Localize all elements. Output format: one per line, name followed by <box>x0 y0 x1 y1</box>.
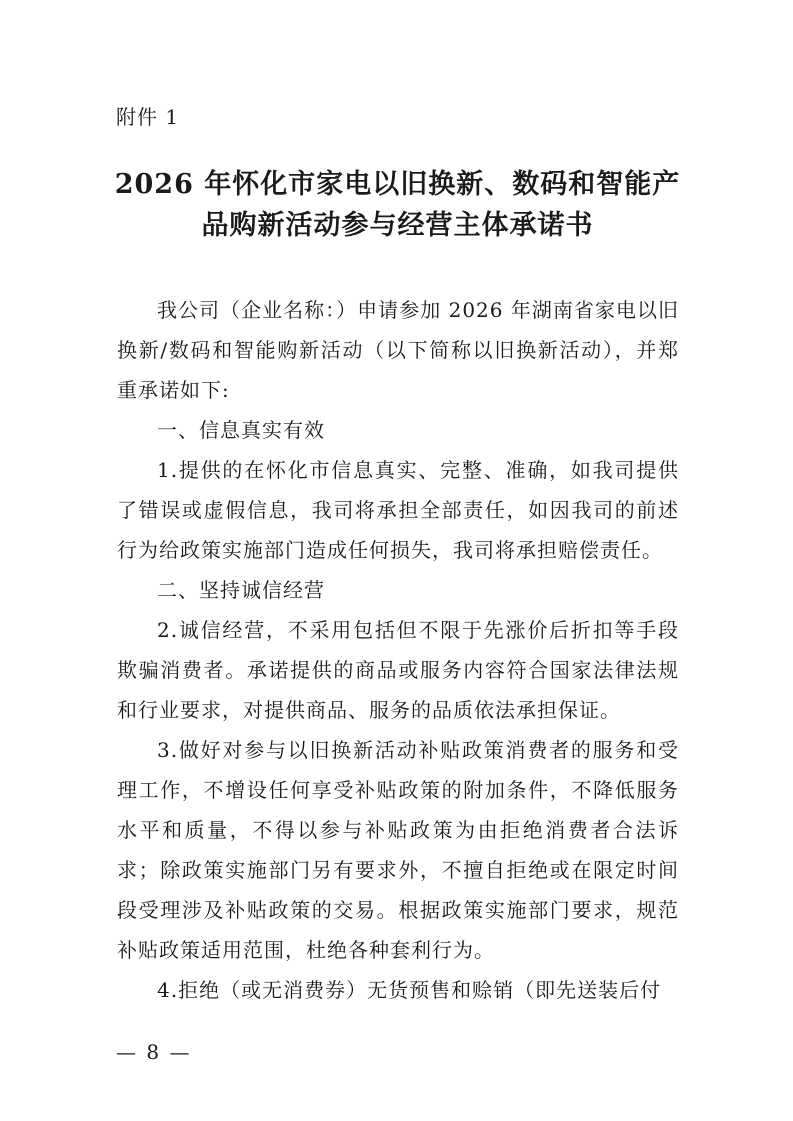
document-body <box>117 290 679 1010</box>
clause-2: 2.诚信经营，不采用包括但不限于先涨价后折扣等手段欺骗消费者。承诺提供的商品或服务内容符合国家法律法规和行业要求，对提供商品、服务的品质依法承担保证。 <box>117 618 679 722</box>
clause-1: 1.提供的在怀化市信息真实、完整、准确，如我司提供了错误或虚假信息，我司将承担全部责任，如因我司的前述行为给政策实施部门造成任何损失，我司将承担赔偿责任。 <box>117 458 679 562</box>
section-heading-1: 一、信息真实有效 <box>157 418 325 442</box>
page-number: — 8 — <box>116 1040 192 1064</box>
clause-3: 3.做好对参与以旧换新活动补贴政策消费者的服务和受理工作，不增设任何享受补贴政策的附加条件，不降低服务水平和质量，不得以参与补贴政策为由拒绝消费者合法诉求；除政策实施部门另有要求外，不擅自拒绝或在限定时间段受理涉及补贴政策的交易。根据政策实施部门要求，规范补贴政策适用范围，杜绝各种套利行为。 <box>117 738 679 962</box>
attachment-label: 附件 1 <box>116 105 180 129</box>
document-title <box>100 164 695 246</box>
title-line-1: 2026 年怀化市家电以旧换新、数码和智能产 <box>114 169 681 200</box>
title-line-2: 品购新活动参与经营主体承诺书 <box>201 210 594 241</box>
clause-4: 4.拒绝（或无消费券）无货预售和赊销（即先送装后付 <box>157 978 662 1002</box>
intro-paragraph: 我公司（企业名称：）申请参加 2026 年湖南省家电以旧换新/数码和智能购新活动（以下简称以旧换新活动），并郑重承诺如下: <box>117 298 679 402</box>
section-heading-2: 二、坚持诚信经营 <box>157 578 325 602</box>
